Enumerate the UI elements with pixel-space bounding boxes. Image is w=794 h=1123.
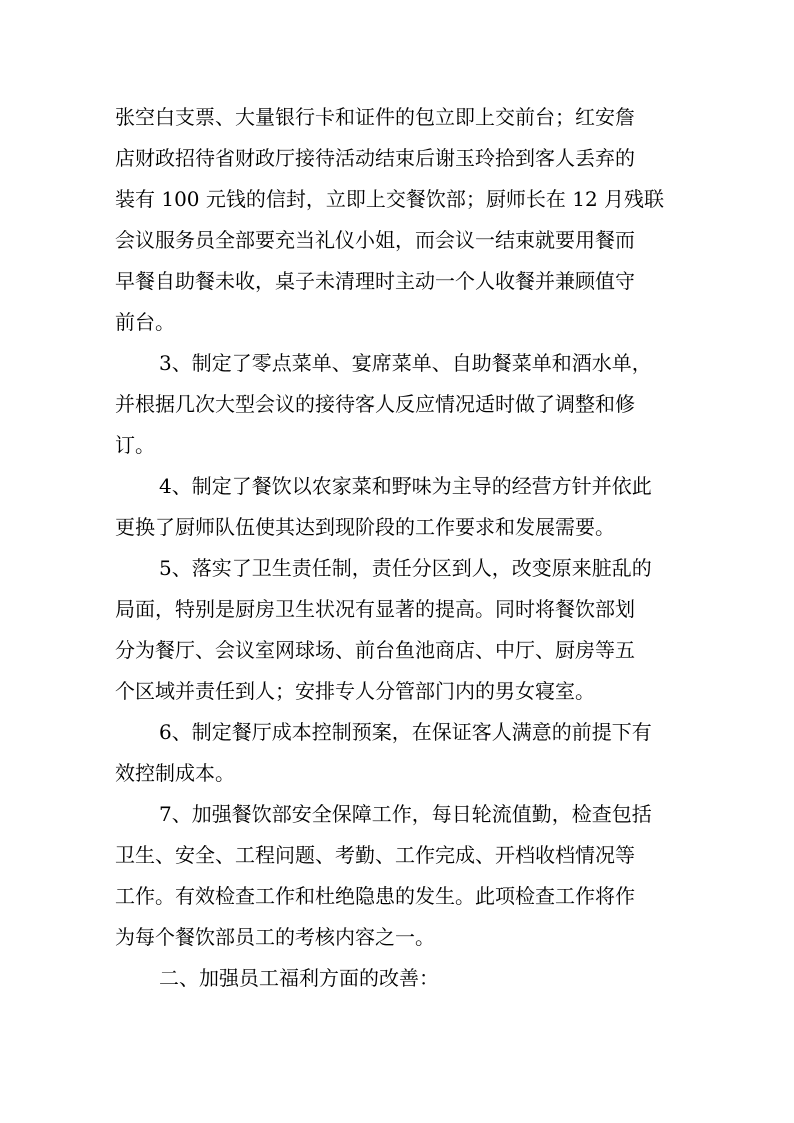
paragraph-line: 卫生、安全、工程问题、考勤、工作完成、开档收档情况等 [115, 843, 635, 867]
paragraph-line: 并根据几次大型会议的接待客人反应情况适时做了调整和修 [115, 392, 635, 416]
list-item-5-line: 5、落实了卫生责任制，责任分区到人，改变原来脏乱的 [159, 556, 652, 580]
paragraph-line: 局面，特别是厨房卫生状况有显著的提高。同时将餐饮部划 [115, 597, 635, 621]
paragraph-line: 更换了厨师队伍使其达到现阶段的工作要求和发展需要。 [115, 515, 615, 539]
paragraph-line: 装有 100 元钱的信封，立即上交餐饮部；厨师长在 12 月残联 [115, 187, 665, 211]
section-heading: 二、加强员工福利方面的改善： [159, 966, 439, 990]
list-item-6-line: 6、制定餐厅成本控制预案，在保证客人满意的前提下有 [159, 720, 652, 744]
paragraph-line: 订。 [115, 433, 155, 457]
list-item-3-line: 3、制定了零点菜单、宴席菜单、自助餐菜单和酒水单， [159, 351, 652, 375]
paragraph-line: 前台。 [115, 310, 175, 334]
paragraph-line: 会议服务员全部要充当礼仪小姐，而会议一结束就要用餐而 [115, 228, 635, 252]
paragraph-line: 工作。有效检查工作和杜绝隐患的发生。此项检查工作将作 [115, 884, 635, 908]
paragraph-line: 早餐自助餐未收，桌子未清理时主动一个人收餐并兼顾值守 [115, 269, 635, 293]
paragraph-line: 分为餐厅、会议室网球场、前台鱼池商店、中厅、厨房等五 [115, 638, 635, 662]
document-page [115, 97, 685, 999]
paragraph-line: 效控制成本。 [115, 761, 235, 785]
paragraph-line: 店财政招待省财政厅接待活动结束后谢玉玲拾到客人丢弃的 [115, 146, 635, 170]
paragraph-line: 个区域并责任到人；安排专人分管部门内的男女寝室。 [115, 679, 595, 703]
paragraph-line: 为每个餐饮部员工的考核内容之一。 [115, 925, 435, 949]
paragraph-line: 张空白支票、大量银行卡和证件的包立即上交前台；红安詹 [115, 105, 635, 129]
list-item-4-line: 4、制定了餐饮以农家菜和野味为主导的经营方针并依此 [159, 474, 652, 498]
list-item-7-line: 7、加强餐饮部安全保障工作，每日轮流值勤，检查包括 [159, 802, 652, 826]
